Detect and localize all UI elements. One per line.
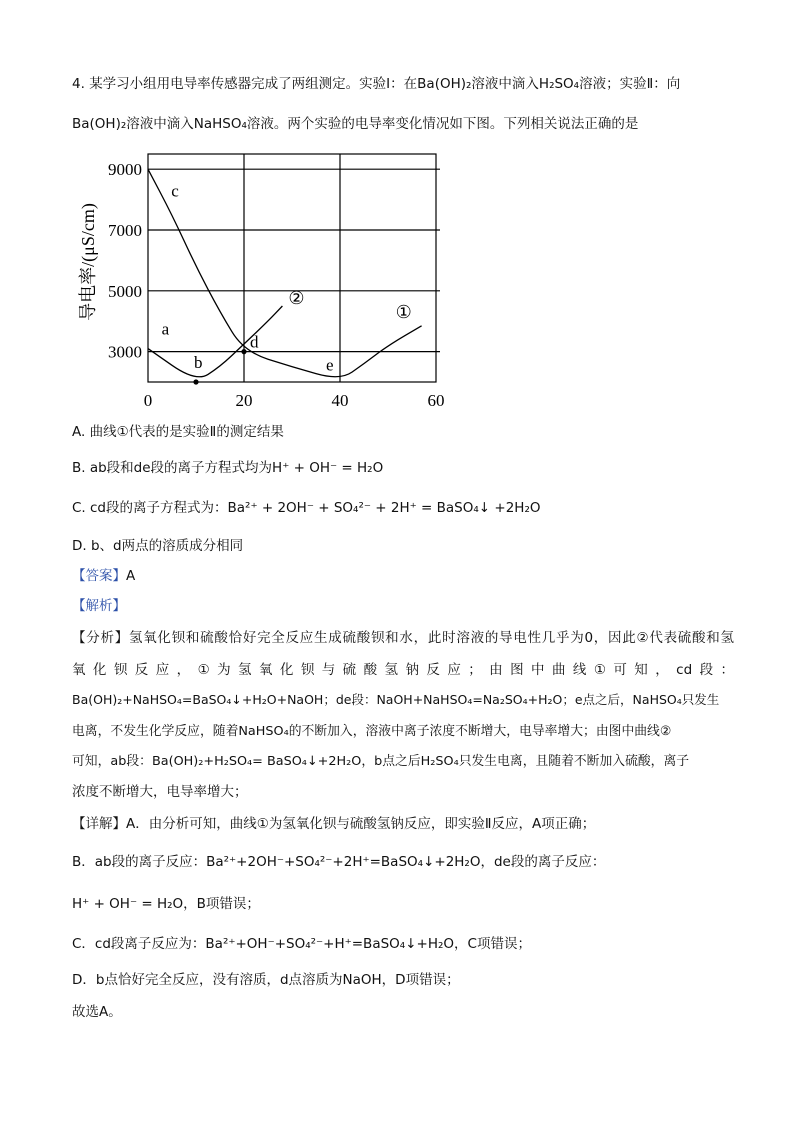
chart-grid [108,154,445,410]
option-a[interactable]: A. 曲线①代表的是实验Ⅱ的测定结果 [72,424,284,440]
answer-line [72,566,734,586]
chart-labels [162,181,412,374]
y-tick-label: 7000 [108,221,142,240]
conductivity-chart [72,150,452,412]
option-c[interactable]: C. cd段的离子方程式为：Ba²⁺ + 2OH⁻ + SO₄²⁻ + 2H⁺ = BaSO₄↓ +2H₂O [72,500,541,516]
series-2-label: ② [288,288,305,308]
point-label-e: e [326,355,334,375]
x-tick-label: 40 [331,391,349,410]
x-tick-label: 0 [143,391,153,410]
point-label-b: b [194,353,203,372]
y-tick-label: 9000 [108,160,142,180]
series-1-label: ① [395,301,412,322]
question-stem-line2: Ba(OH)₂溶液中滴入NaHSO₄溶液。两个实验的电导率变化情况如下图。下列相关说法正确的是 [72,116,639,132]
analysis-p1-line4: 电离，不发生化学反应，随着NaHSO₄的不断加入，溶液中离子浓度不断增大，电导率增大；由图中曲线② [72,724,672,739]
y-axis-label: 导电率/(μS/cm) [78,203,98,321]
series-1-curve [148,306,282,377]
answer-tag: 【答案】 [72,568,126,584]
point-label-c: c [171,181,179,201]
analysis-tag: 【解析】 [72,598,126,614]
option-b[interactable]: B. ab段和de段的离子方程式均为H⁺ + OH⁻ = H₂O [72,460,384,476]
question-number: 4. [72,76,85,92]
point-label-d: d [250,332,259,352]
point-d [241,349,246,354]
detail-b-cont: H⁺ + OH⁻ = H₂O，B项错误； [72,896,260,912]
analysis-p1-line2: 氧化钡反应，①为氢氧化钡与硫酸氢钠反应；由图中曲线①可知，cd段： [72,662,734,678]
detail-b: B．ab段的离子反应：Ba²⁺+2OH⁻+SO₄²⁻+2H⁺=BaSO₄↓+2H₂O，de段的离子反应： [72,854,606,870]
point-label-a: a [161,319,170,339]
detail-d: D．b点恰好完全反应，没有溶质，d点溶质为NaOH，D项错误； [72,972,460,988]
y-tick-label: 3000 [108,342,142,362]
point-b [193,379,198,384]
answer-value: A [126,568,136,584]
detail-a: 【详解】A．由分析可知，曲线①为氢氧化钡与硫酸氢钠反应，即实验Ⅱ反应，A项正确； [72,816,596,832]
option-d[interactable]: D. b、d两点的溶质成分相同 [72,538,244,554]
analysis-p1-line5: 可知，ab段：Ba(OH)₂+H₂SO₄= BaSO₄↓+2H₂O，b点之后H₂SO₄只发生电离，且随着不断加入硫酸，离子 [72,754,690,769]
detail-c: C．cd段离子反应为：Ba²⁺+OH⁻+SO₄²⁻+H⁺=BaSO₄↓+H₂O，C项错误； [72,936,531,952]
analysis-p1-line3: Ba(OH)₂+NaHSO₄=BaSO₄↓+H₂O+NaOH；de段：NaOH+NaHSO₄=Na₂SO₄+H₂O；e点之后，NaHSO₄只发生 [72,692,720,707]
plot-frame [148,154,436,382]
series-2-curve [148,169,422,377]
fenxi-tag: 【分析】 [72,630,129,646]
xiangjie-tag: 【详解】 [72,816,126,832]
analysis-p1-line1: 【分析】氢氧化钡和硫酸恰好完全反应生成硫酸钡和水，此时溶液的导电性几乎为0，因此②代表硫酸和氢 [72,630,735,646]
analysis-p1-line6: 浓度不断增大，电导率增大； [72,784,248,800]
chart-curves [148,169,422,377]
y-tick-label: 5000 [108,281,142,301]
x-tick-label: 60 [427,391,445,410]
x-tick-label: 20 [235,391,253,410]
conclusion: 故选A。 [72,1004,122,1020]
question-stem-line1: 4. 某学习小组用电导率传感器完成了两组测定。实验Ⅰ：在Ba(OH)₂溶液中滴入H₂SO₄溶液；实验Ⅱ：向 [72,76,681,92]
